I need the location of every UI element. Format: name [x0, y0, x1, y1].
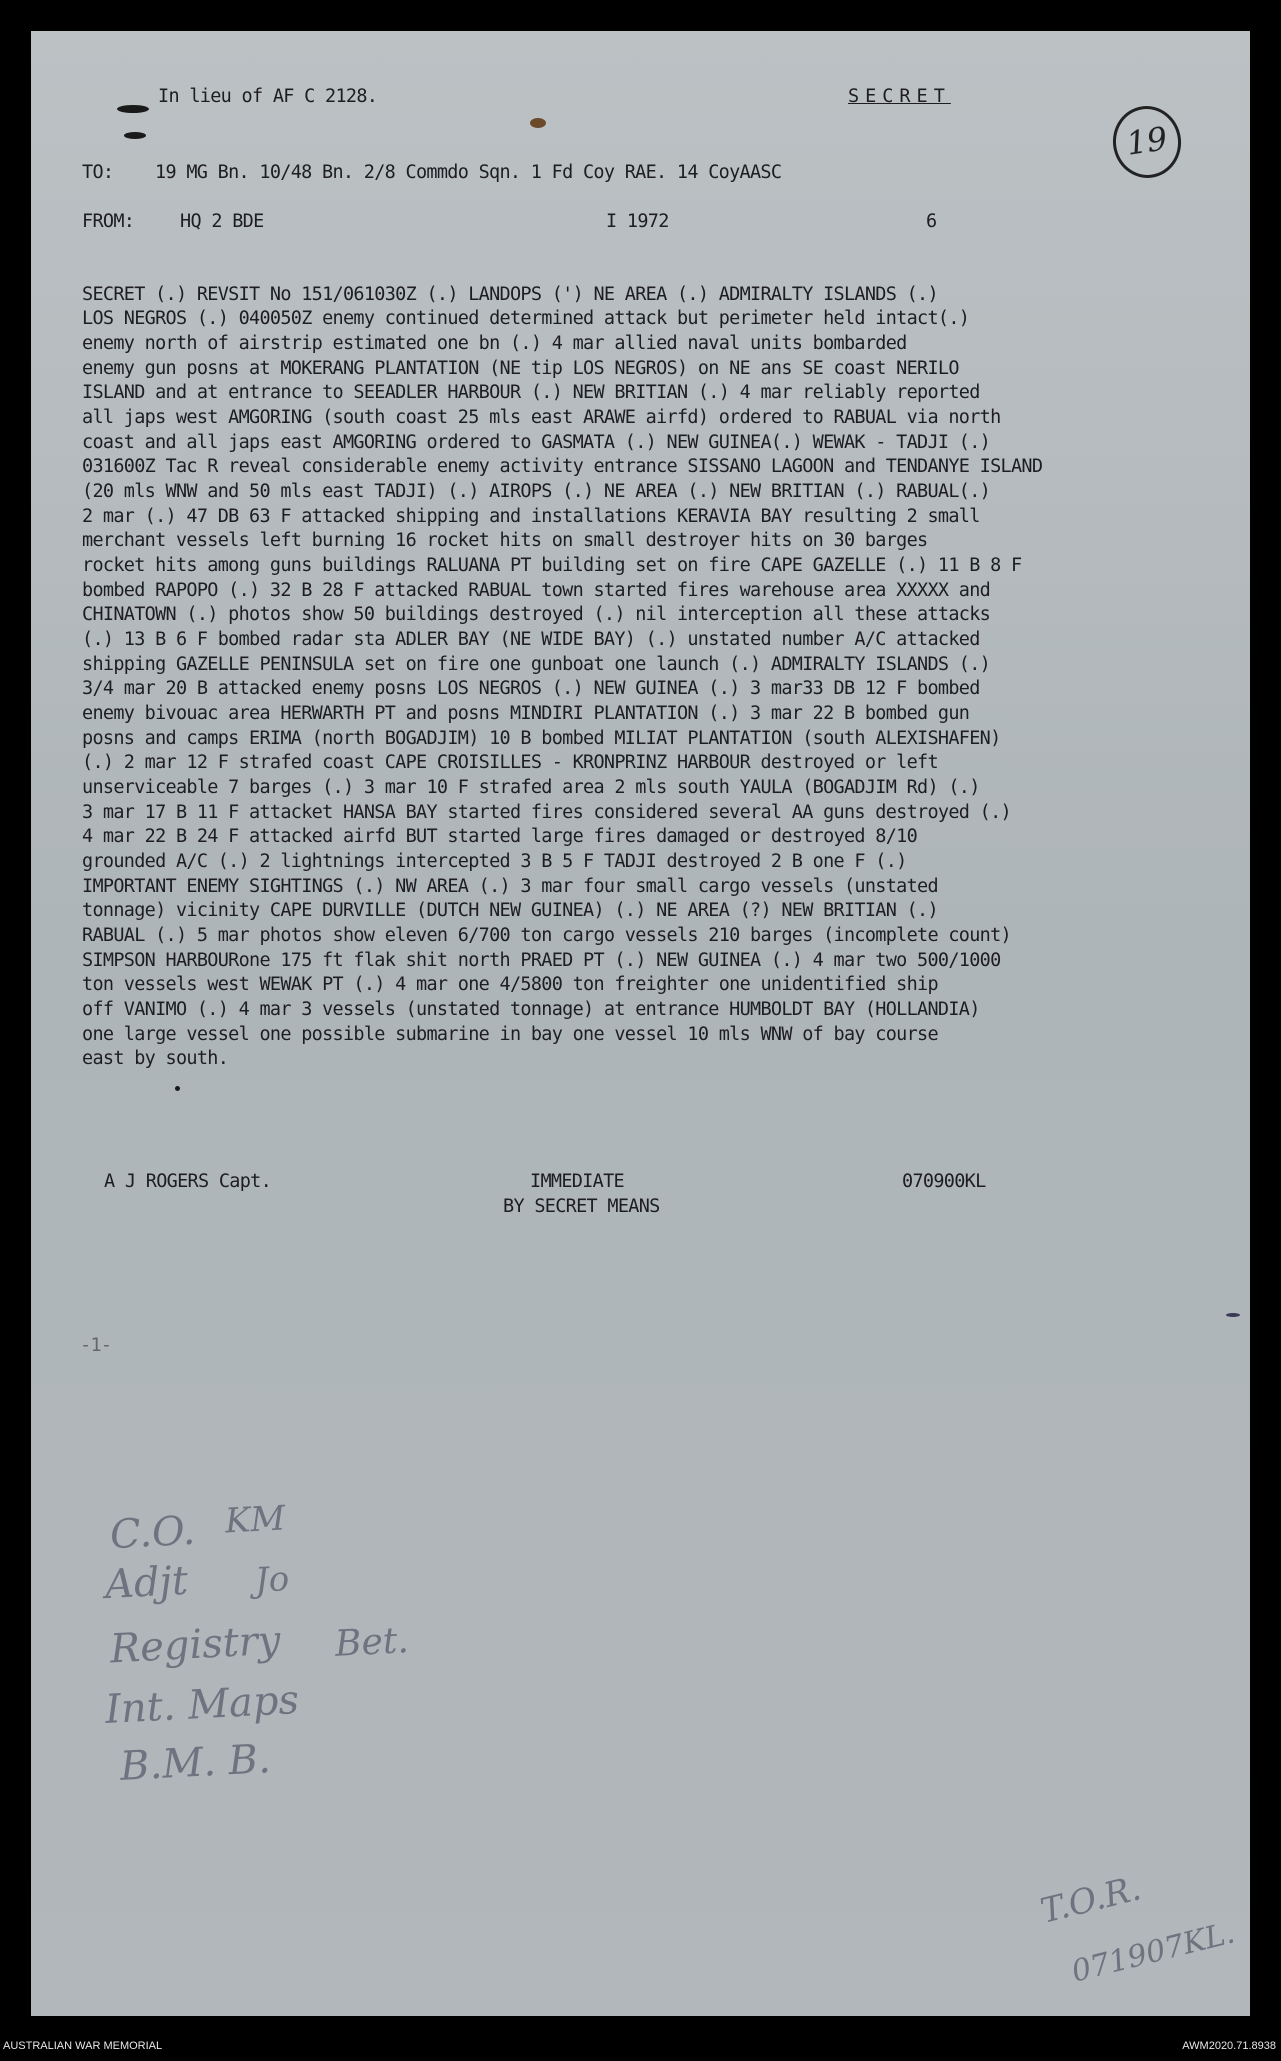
message-line: all japs west AMGORING (south coast 25 mls east ARAWE airfd) ordered to RABUAL via north: [82, 407, 1001, 428]
archive-credit: AUSTRALIAN WAR MEMORIAL: [3, 2040, 163, 2052]
message-line: rocket hits among guns buildings RALUANA PT building set on fire CAPE GAZELLE (.) 11 B 8 F: [82, 555, 1022, 576]
form-reference: In lieu of AF C 2128.: [158, 86, 378, 107]
date-time-group: 070900KL: [902, 1171, 986, 1192]
archive-reference: AWM2020.71.8938: [1182, 2040, 1276, 2052]
precedence: IMMEDIATE: [530, 1171, 624, 1192]
copy-number: 6: [926, 211, 937, 232]
message-line: RABUAL (.) 5 mar photos show eleven 6/700 ton cargo vessels 210 barges (incomplete count): [82, 925, 1011, 946]
message-line: 3 mar 17 B 11 F attacket HANSA BAY started fires considered several AA guns destroyed (.): [82, 802, 1011, 823]
message-line: one large vessel one possible submarine in bay one vessel 10 mls WNW of bay course: [82, 1024, 938, 1045]
message-line: grounded A/C (.) 2 lightnings intercepted 3 B 5 F TADJI destroyed 2 B one F (.): [82, 851, 907, 872]
serial-number: I 1972: [606, 211, 669, 232]
ink-dot: [175, 1086, 180, 1091]
message-line: ton vessels west WEWAK PT (.) 4 mar one 4/5800 ton freighter one unidentified ship: [82, 974, 938, 995]
message-line: 4 mar 22 B 24 F attacked airfd BUT started large fires damaged or destroyed 8/10: [82, 826, 918, 847]
initials: Jo: [253, 1559, 291, 1601]
initials: KM: [223, 1498, 287, 1542]
message-line: unserviceable 7 barges (.) 3 mar 10 F strafed area 2 mls south YAULA (BOGADJIM Rd) (.): [82, 777, 980, 798]
message-line: IMPORTANT ENEMY SIGHTINGS (.) NW AREA (.) 3 mar four small cargo vessels (unstated: [82, 876, 938, 897]
distribution-entry: B.M. B.: [118, 1736, 272, 1790]
tor-value: 071907KL.: [1068, 1915, 1239, 1990]
originator: A J ROGERS Capt.: [104, 1171, 272, 1192]
distribution-entry: C.O.: [108, 1507, 197, 1559]
transmission-means: BY SECRET MEANS: [503, 1196, 660, 1217]
message-line: tonnage) vicinity CAPE DURVILLE (DUTCH NEW GUINEA) (.) NE AREA (?) NEW BRITIAN (.): [82, 900, 938, 921]
message-line: (.) 2 mar 12 F strafed coast CAPE CROISILLES - KRONPRINZ HARBOUR destroyed or left: [82, 752, 938, 773]
message-line: SECRET (.) REVSIT No 151/061030Z (.) LANDOPS (') NE AREA (.) ADMIRALTY ISLANDS (.): [82, 284, 938, 305]
to-addressees: 19 MG Bn. 10/48 Bn. 2/8 Commdo Sqn. 1 Fd Coy RAE. 14 CoyAASC: [155, 162, 782, 183]
message-line: posns and camps ERIMA (north BOGADJIM) 10 B bombed MILIAT PLANTATION (south ALEXISHAFEN): [82, 728, 1001, 749]
stain-mark: [530, 118, 546, 128]
message-line: 031600Z Tac R reveal considerable enemy activity entrance SISSANO LAGOON and TENDANYE ISLAND: [82, 456, 1043, 477]
message-line: 3/4 mar 20 B attacked enemy posns LOS NEGROS (.) NEW GUINEA (.) 3 mar33 DB 12 F bombed: [82, 678, 980, 699]
ink-mark: [117, 105, 149, 113]
message-line: enemy north of airstrip estimated one bn (.) 4 mar allied naval units bombarded: [82, 333, 907, 354]
distribution-entry: Int. Maps: [103, 1676, 301, 1734]
distribution-entry: Registry: [108, 1617, 282, 1673]
message-line: off VANIMO (.) 4 mar 3 vessels (unstated tonnage) at entrance HUMBOLDT BAY (HOLLANDIA): [82, 999, 980, 1020]
from-label: FROM:: [82, 211, 135, 232]
message-line: 2 mar (.) 47 DB 63 F attacked shipping and installations KERAVIA BAY resulting 2 small: [82, 506, 980, 527]
message-line: CHINATOWN (.) photos show 50 buildings destroyed (.) nil interception all these attacks: [82, 604, 991, 625]
message-line: coast and all japs east AMGORING ordered to GASMATA (.) NEW GUINEA(.) WEWAK - TADJI (.): [82, 432, 991, 453]
message-line: enemy bivouac area HERWARTH PT and posns MINDIRI PLANTATION (.) 3 mar 22 B bombed gun: [82, 703, 970, 724]
page-number-circle: 19: [1108, 102, 1185, 183]
to-label: TO:: [82, 162, 114, 183]
message-line: enemy gun posns at MOKERANG PLANTATION (NE tip LOS NEGROS) on NE ans SE coast NERILO: [82, 358, 959, 379]
message-line: shipping GAZELLE PENINSULA set on fire one gunboat one launch (.) ADMIRALTY ISLANDS (.): [82, 654, 991, 675]
message-line: ISLAND and at entrance to SEEADLER HARBOUR (.) NEW BRITIAN (.) 4 mar reliably reported: [82, 382, 980, 403]
pencil-mark: -1-: [80, 1335, 112, 1356]
tor-label: T.O.R.: [1036, 1868, 1145, 1932]
message-line: merchant vessels left burning 16 rocket hits on small destroyer hits on 30 barges: [82, 530, 928, 551]
message-line: bombed RAPOPO (.) 32 B 28 F attacked RABUAL town started fires warehouse area XXXXX and: [82, 580, 991, 601]
ink-mark: [1226, 1313, 1240, 1317]
initials: Bet.: [333, 1620, 410, 1665]
message-line: (20 mls WNW and 50 mls east TADJI) (.) AIROPS (.) NE AREA (.) NEW BRITIAN (.) RABUAL(.): [82, 481, 991, 502]
ink-mark: [124, 132, 146, 139]
classification-header: SECRET: [848, 86, 951, 107]
distribution-entry: Adjt: [103, 1557, 190, 1609]
from-value: HQ 2 BDE: [180, 211, 264, 232]
message-line: SIMPSON HARBOURone 175 ft flak shit north PRAED PT (.) NEW GUINEA (.) 4 mar two 500/1000: [82, 950, 1001, 971]
message-line: (.) 13 B 6 F bombed radar sta ADLER BAY (NE WIDE BAY) (.) unstated number A/C attacked: [82, 629, 980, 650]
message-line: east by south.: [82, 1048, 229, 1069]
message-line: LOS NEGROS (.) 040050Z enemy continued determined attack but perimeter held intact(.): [82, 308, 970, 329]
